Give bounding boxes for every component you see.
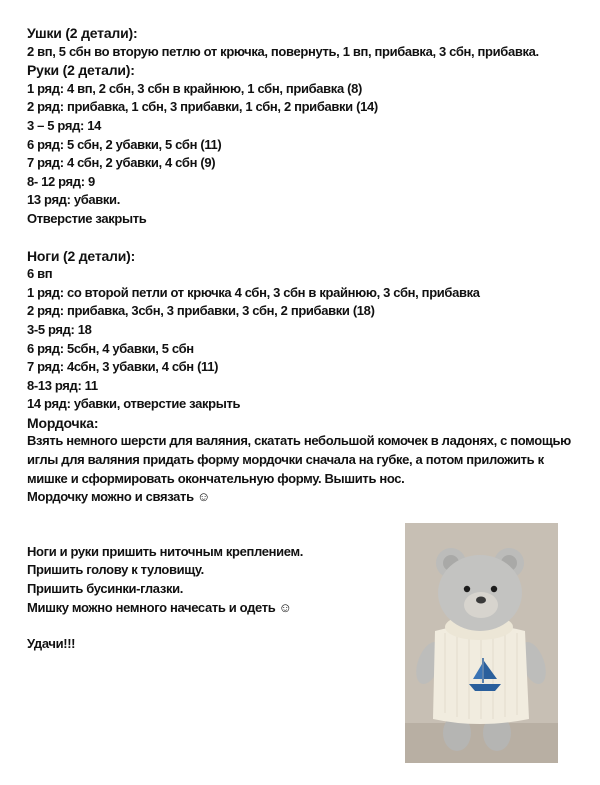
assembly-line-2: Пришить голову к туловищу. bbox=[27, 562, 204, 578]
arms-row-1: 1 ряд: 4 вп, 2 сбн, 3 сбн в крайнюю, 1 сбн, прибавка (8) bbox=[27, 80, 362, 96]
assembly-line-1: Ноги и руки пришить ниточным креплением. bbox=[27, 543, 304, 559]
arms-close: Отверстие закрыть bbox=[27, 210, 147, 226]
bear-left-eye bbox=[464, 586, 470, 592]
teddy-bear-photo bbox=[405, 523, 558, 763]
legs-row-1: 1 ряд: со второй петли от крючка 4 сбн, 3 сбн в крайнюю, 3 сбн, прибавка bbox=[27, 284, 480, 300]
arms-heading: Руки (2 детали): bbox=[27, 62, 135, 79]
closing-text: Удачи!!! bbox=[27, 636, 76, 652]
photo-table-surface bbox=[405, 723, 558, 763]
legs-row-14: 14 ряд: убавки, отверстие закрыть bbox=[27, 396, 241, 412]
bear-nose bbox=[476, 597, 486, 604]
assembly-line-3: Пришить бусинки-глазки. bbox=[27, 581, 183, 597]
ears-heading: Ушки (2 детали): bbox=[27, 25, 138, 41]
arms-row-2: 2 ряд: прибавка, 1 сбн, 3 прибавки, 1 сбн, 2 прибавки (14) bbox=[27, 99, 378, 115]
arms-row-3-5: 3 – 5 ряд: 14 bbox=[27, 117, 101, 133]
muzzle-heading: Мордочка: bbox=[27, 414, 99, 431]
legs-row-6: 6 ряд: 5сбн, 4 убавки, 5 сбн bbox=[27, 340, 194, 356]
legs-chain: 6 вп bbox=[27, 266, 53, 282]
legs-row-7: 7 ряд: 4сбн, 3 убавки, 4 сбн (11) bbox=[27, 359, 219, 375]
muzzle-paragraph: Взять немного шерсти для валяния, скатать небольшой комочек в ладонях, с помощью иглы для валяния придать форму мордочки сначала на губке, а потом приложить к мишке и сформировать окончательную форму. Вышить нос. bbox=[27, 433, 571, 486]
arms-row-13: 13 ряд: убавки. bbox=[27, 192, 120, 208]
legs-row-8-13: 8-13 ряд: 11 bbox=[27, 377, 98, 393]
muzzle-note: Мордочку можно и связать ☺ bbox=[27, 489, 210, 505]
legs-row-2: 2 ряд: прибавка, 3сбн, 3 прибавки, 3 сбн, 2 прибавки (18) bbox=[27, 303, 375, 319]
assembly-line-4: Мишку можно немного начесать и одеть ☺ bbox=[27, 599, 292, 615]
arms-row-8-12: 8- 12 ряд: 9 bbox=[27, 173, 95, 189]
knitted-teddy-bear-icon bbox=[405, 523, 558, 763]
bear-right-eye bbox=[491, 586, 497, 592]
bear-muzzle bbox=[464, 592, 498, 618]
legs-row-3-5: 3-5 ряд: 18 bbox=[27, 321, 92, 337]
ears-instruction: 2 вп, 5 сбн во вторую петлю от крючка, повернуть, 1 вп, прибавка, 3 сбн, прибавка. bbox=[27, 43, 539, 59]
arms-row-6: 6 ряд: 5 сбн, 2 убавки, 5 сбн (11) bbox=[27, 136, 222, 152]
legs-heading: Ноги (2 детали): bbox=[27, 247, 136, 264]
arms-row-7: 7 ряд: 4 сбн, 2 убавки, 4 сбн (9) bbox=[27, 155, 216, 171]
